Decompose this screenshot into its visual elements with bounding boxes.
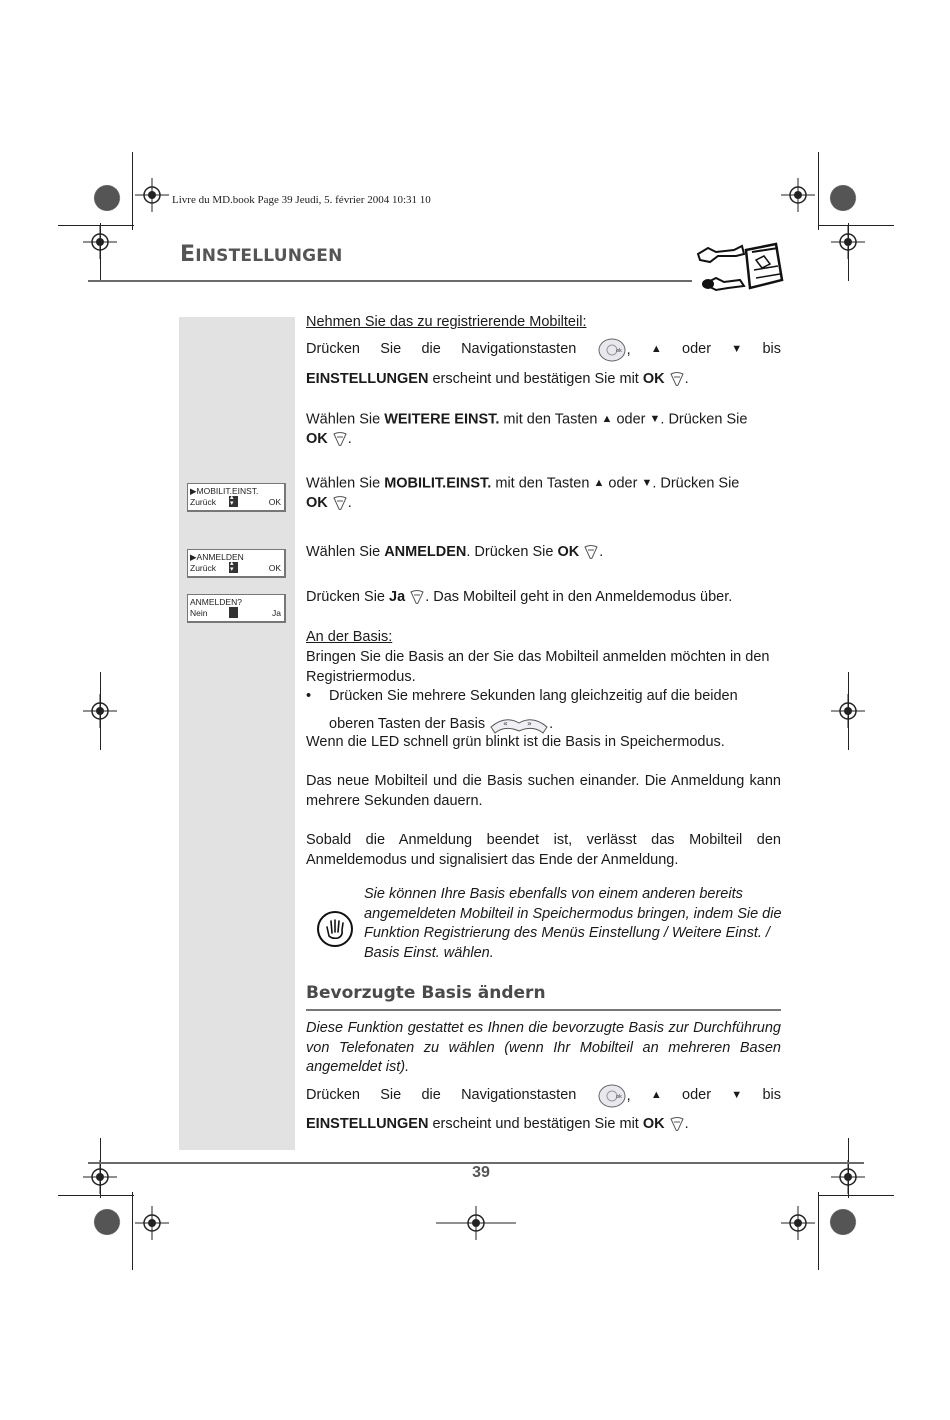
word: Drücken xyxy=(306,341,360,358)
step2 xyxy=(306,410,781,450)
text: . xyxy=(684,1116,689,1132)
ok-softkey-icon xyxy=(669,371,685,387)
menu-name: MOBILIT.EINST. xyxy=(384,475,492,492)
step5 xyxy=(306,588,781,608)
crosshair-mark-icon xyxy=(135,178,169,212)
page-title xyxy=(180,242,343,267)
down-arrow-icon: ▼ xyxy=(649,413,661,425)
title-divider xyxy=(88,280,692,282)
word: Navigationstasten xyxy=(461,341,577,358)
lcd-left-softkey: Zurück xyxy=(190,563,216,573)
crop-mark xyxy=(58,1195,134,1196)
svg-text:ok: ok xyxy=(615,1094,622,1100)
up-arrow-icon: ▲ xyxy=(593,477,605,489)
lcd-line: ▶ANMELDEN xyxy=(190,552,244,562)
basis-heading: An der Basis: xyxy=(306,629,393,645)
text: Wählen Sie xyxy=(306,411,385,428)
section-divider xyxy=(306,1009,781,1011)
word: bis xyxy=(762,1087,781,1104)
text: Wählen Sie xyxy=(306,544,385,560)
step1-line2 xyxy=(306,370,781,390)
text: Drücken Sie xyxy=(306,589,390,605)
lcd-display-confirm xyxy=(187,594,286,623)
svg-text:«: « xyxy=(503,719,509,728)
word: die xyxy=(421,341,441,358)
word: Navigationstasten xyxy=(461,1087,577,1104)
lcd-right-softkey: Ja xyxy=(272,608,281,618)
crop-mark xyxy=(132,152,133,230)
registration-target-icon xyxy=(826,181,860,215)
text: mit den Tasten xyxy=(491,475,594,492)
lcd-block-icon xyxy=(229,607,238,618)
menu-name: ANMELDEN xyxy=(384,544,467,560)
text: . Drücken Sie xyxy=(660,411,748,428)
basis-bullet-line2 xyxy=(329,713,779,735)
crosshair-mark-icon xyxy=(831,1160,865,1194)
basis-paragraph-3: Das neue Mobilteil und die Basis suchen einander. Die Anmeldung kann mehrere Sekunden dauern. xyxy=(306,773,781,809)
menu-name: EINSTELLUNGEN xyxy=(306,371,429,387)
ok-label: OK xyxy=(557,544,580,560)
text: erscheint und bestätigen Sie mit xyxy=(428,371,643,387)
text: . xyxy=(347,431,352,448)
basis-bullet xyxy=(306,687,781,707)
section2-step1-line1 xyxy=(306,1084,781,1108)
text: . Das Mobilteil geht in den Anmeldemodus über. xyxy=(425,589,733,605)
word: Drücken xyxy=(306,1087,360,1104)
crosshair-mark-icon xyxy=(781,1206,815,1240)
up-arrow-icon: ▲ xyxy=(601,413,613,425)
ok-label: OK xyxy=(642,371,665,387)
lcd-line: ANMELDEN? xyxy=(190,597,242,607)
crosshair-mark-icon xyxy=(83,1160,117,1194)
nav-key-group xyxy=(597,338,631,362)
navigation-key-icon xyxy=(597,338,627,362)
svg-text:»: » xyxy=(527,719,533,728)
text: Drücken Sie mehrere Sekunden lang gleichzeitig auf die beiden xyxy=(329,688,738,704)
crosshair-mark-icon xyxy=(135,1206,169,1240)
crop-mark xyxy=(58,225,134,226)
navigation-key-icon xyxy=(597,1084,627,1108)
text: oberen Tasten der Basis xyxy=(329,715,486,732)
ok-softkey-icon xyxy=(409,589,425,605)
ok-softkey-icon xyxy=(669,1116,685,1132)
crop-mark xyxy=(132,1192,133,1270)
comma: , xyxy=(626,341,631,358)
bullet-mark: • xyxy=(306,688,312,704)
nav-key-group xyxy=(597,1084,631,1108)
section2-step1-line2 xyxy=(306,1115,781,1135)
page-number: 39 xyxy=(472,1164,490,1181)
step4 xyxy=(306,543,781,563)
svg-text:ok: ok xyxy=(615,348,622,354)
text: . Drücken Sie xyxy=(466,544,558,560)
menu-name: WEITERE EINST. xyxy=(384,411,500,428)
down-arrow-icon: ▼ xyxy=(731,343,743,356)
lcd-scroll-icon xyxy=(229,496,238,507)
basis-paragraph-4: Sobald die Anmeldung beendet ist, verlässt das Mobilteil den Anmeldemodus und signalisiert das Ende der Anmeldung. xyxy=(306,832,781,868)
base-keys-icon xyxy=(489,713,549,735)
crosshair-mark-icon xyxy=(781,178,815,212)
text: . xyxy=(549,715,554,732)
lcd-left-softkey: Zurück xyxy=(190,497,216,507)
tools-toolbox-icon xyxy=(694,234,786,294)
ok-label: OK xyxy=(306,495,328,512)
step3 xyxy=(306,474,781,514)
crosshair-mark-icon xyxy=(436,1206,516,1240)
down-arrow-icon: ▼ xyxy=(641,477,653,489)
crosshair-mark-icon xyxy=(83,694,117,728)
text: oder xyxy=(616,411,646,428)
ok-softkey-icon xyxy=(332,495,348,511)
crop-mark xyxy=(818,152,819,230)
up-arrow-icon: ▲ xyxy=(650,1089,662,1102)
text: . Drücken Sie xyxy=(652,475,740,492)
word: oder xyxy=(682,341,712,358)
up-arrow-icon: ▲ xyxy=(650,343,662,356)
ok-softkey-icon xyxy=(583,544,599,560)
registration-target-icon xyxy=(826,1205,860,1239)
lcd-right-softkey: OK xyxy=(268,497,281,507)
word: Sie xyxy=(380,341,402,358)
lcd-display-mobilit xyxy=(187,483,286,512)
text: mit den Tasten xyxy=(499,411,602,428)
word: oder xyxy=(682,1087,712,1104)
page-title-initial: E xyxy=(180,242,196,267)
basis-paragraph-2: Wenn die LED schnell grün blinkt ist die Basis in Speichermodus. xyxy=(306,734,725,750)
menu-name: EINSTELLUNGEN xyxy=(306,1116,429,1132)
text: oder xyxy=(608,475,638,492)
crosshair-mark-icon xyxy=(83,225,117,259)
sidebar-gray-band xyxy=(179,317,295,1150)
registration-target-icon xyxy=(90,181,124,215)
section-heading: Bevorzugte Basis ändern xyxy=(306,983,546,1003)
text: . xyxy=(347,495,352,512)
word: bis xyxy=(762,341,781,358)
page-title-rest: INSTELLUNGEN xyxy=(195,246,343,266)
text: erscheint und bestätigen Sie mit xyxy=(428,1116,643,1132)
word: Sie xyxy=(380,1087,402,1104)
crop-mark xyxy=(818,225,894,226)
hand-note-icon xyxy=(316,910,354,948)
note-text: Sie können Ihre Basis ebenfalls von einem anderen bereits angemeldeten Mobilteil in Speichermodus bringen, indem Sie die Funktion Registrierung des Menüs Einstellung / Weitere Einst. / Basis Einst. wählen. xyxy=(364,886,782,961)
registration-target-icon xyxy=(90,1205,124,1239)
lcd-left-softkey: Nein xyxy=(190,608,208,618)
basis-paragraph-1: Bringen Sie die Basis an der Sie das Mobilteil anmelden möchten in den Registriermodus. xyxy=(306,649,770,685)
step1-line1 xyxy=(306,338,781,362)
word: die xyxy=(421,1087,441,1104)
crop-mark xyxy=(818,1195,894,1196)
ok-softkey-icon xyxy=(332,431,348,447)
crosshair-mark-icon xyxy=(831,225,865,259)
down-arrow-icon: ▼ xyxy=(731,1089,743,1102)
lcd-scroll-icon xyxy=(229,562,238,573)
softkey-name: Ja xyxy=(389,589,406,605)
section2-intro: Diese Funktion gestattet es Ihnen die bevorzugte Basis zur Durchführung von Telefonaten zu wählen (wenn Ihr Mobilteil an mehreren Basen angemeldet ist). xyxy=(306,1020,781,1075)
lcd-line: ▶MOBILIT.EINST. xyxy=(190,486,259,496)
ok-label: OK xyxy=(306,431,328,448)
crop-mark xyxy=(818,1192,819,1270)
intro-heading: Nehmen Sie das zu registrierende Mobilteil: xyxy=(306,314,587,330)
ok-label: OK xyxy=(642,1116,665,1132)
crosshair-mark-icon xyxy=(831,694,865,728)
text: . xyxy=(684,371,689,387)
lcd-display-anmelden xyxy=(187,549,286,578)
lcd-right-softkey: OK xyxy=(268,563,281,573)
print-meta-line: Livre du MD.book Page 39 Jeudi, 5. février 2004 10:31 10 xyxy=(172,194,431,206)
text: . xyxy=(599,544,604,560)
comma: , xyxy=(626,1087,631,1104)
text: Wählen Sie xyxy=(306,475,385,492)
